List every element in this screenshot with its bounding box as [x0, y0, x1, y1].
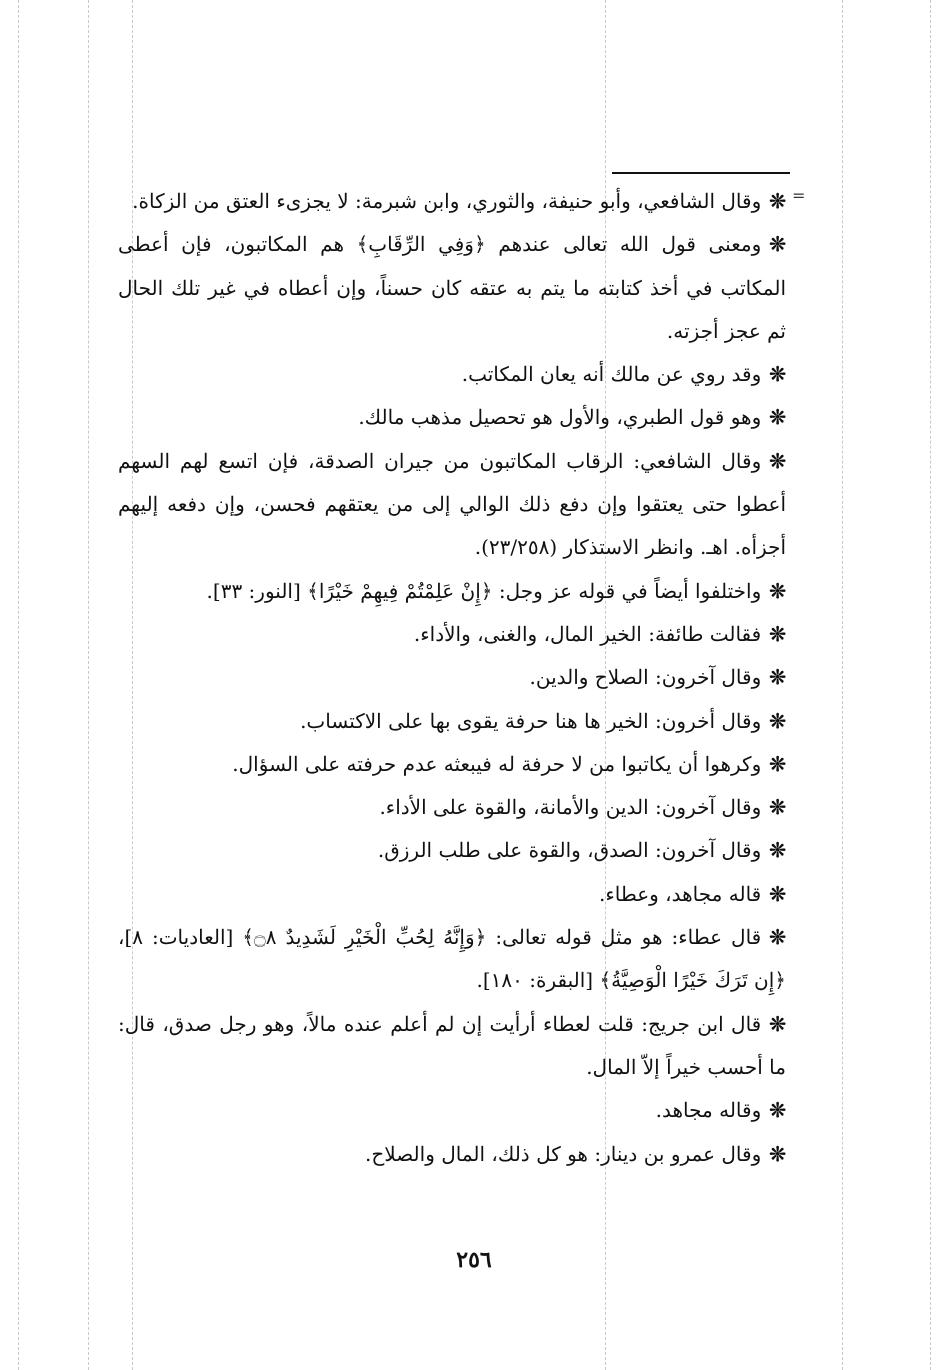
scan-artifact-line: [842, 0, 843, 1370]
footnote-paragraph: [118, 873, 786, 916]
scan-artifact-line: [18, 0, 19, 1370]
page-number: ٢٥٦: [456, 1247, 492, 1273]
footnote-paragraph: [118, 353, 786, 396]
footnote-paragraph: [118, 613, 786, 656]
paragraph-text: وقال آخرون: الصدق، والقوة على طلب الرزق.: [377, 838, 762, 863]
paragraph-text: فقالت طائفة: الخير المال، والغنى، والأداء.: [413, 621, 762, 646]
paragraph-text: وقال عمرو بن دينار: هو كل ذلك، المال والصلاح.: [365, 1141, 762, 1166]
footnote-paragraph: [118, 180, 786, 223]
scan-artifact-line: [88, 0, 89, 1370]
footnote-paragraph: [118, 1089, 786, 1132]
asterism-marker: ❊: [769, 751, 786, 776]
paragraph-text: وقد روي عن مالك أنه يعان المكاتب.: [461, 362, 762, 387]
footnote-paragraph: [118, 570, 786, 613]
paragraph-text: وقال آخرون: الدين والأمانة، والقوة على الأداء.: [379, 795, 762, 820]
asterism-marker: ❊: [769, 362, 786, 387]
asterism-marker: ❊: [769, 665, 786, 690]
footnote-paragraph: [118, 786, 786, 829]
footnote-paragraph: [118, 223, 786, 353]
paragraph-text: وهو قول الطبري، والأول هو تحصيل مذهب مالك.: [358, 405, 762, 430]
continuation-mark: =: [792, 186, 806, 205]
footnote-paragraph: [118, 1003, 786, 1090]
footnote-paragraph: [118, 743, 786, 786]
paragraph-text: وقال الشافعي: الرقاب المكاتبون من جيران الصدقة، فإن اتسع لهم السهم أعطوا حتى يعتقوا وإن دفع ذلك الوالي إلى من يعتقهم فحسن، وإن دفعه إليهم أجزأه. اهـ. وانظر الاستذكار (٢٣/٢٥٨).: [118, 448, 786, 560]
paragraph-text: وقال أخرون: الخير ها هنا حرفة يقوى بها على الاكتساب.: [300, 708, 762, 733]
footnote-paragraph: [118, 829, 786, 872]
asterism-marker: ❊: [769, 189, 786, 213]
footnote-paragraph: [118, 916, 786, 1003]
asterism-marker: ❊: [769, 708, 786, 733]
footnote-paragraph: [118, 1133, 786, 1176]
paragraph-text: قال ابن جريج: قلت لعطاء أرأيت إن لم أعلم عنده مالاً، وهو رجل صدق، قال: ما أحسب خيراً إلاّ المال.: [118, 1011, 786, 1079]
asterism-marker: ❊: [769, 405, 786, 430]
paragraph-text: وقاله مجاهد.: [655, 1098, 762, 1123]
asterism-marker: ❊: [769, 925, 787, 950]
asterism-marker: ❊: [769, 881, 786, 906]
paragraph-text: وقال آخرون: الصلاح والدين.: [529, 665, 762, 690]
footnote-separator-rule: [612, 172, 790, 174]
paragraph-text: وكرهوا أن يكاتبوا من لا حرفة له فيبعثه عدم حرفته على السؤال.: [232, 751, 762, 776]
footnote-paragraph: [118, 396, 786, 439]
paragraph-text: ومعنى قول الله تعالى عندهم ﴿وَفِي الرِّقَابِ﴾ هم المكاتبون، فإن أعطى المكاتب في أخذ كتابته ما يتم به عتقه كان حسناً، وإن أعطاه في غير تلك الحال ثم عجز أجزته.: [118, 232, 786, 343]
asterism-marker: ❊: [769, 448, 786, 473]
scan-artifact-line: [930, 0, 931, 1370]
asterism-marker: ❊: [769, 621, 786, 646]
asterism-marker: ❊: [769, 578, 786, 603]
asterism-marker: ❊: [769, 795, 786, 820]
footnote-text-column: [118, 180, 786, 1176]
footnote-paragraph: [118, 440, 786, 570]
asterism-marker: ❊: [769, 838, 786, 863]
asterism-marker: ❊: [769, 232, 786, 257]
footnote-paragraph: [118, 700, 786, 743]
paragraph-text: قال عطاء: هو مثل قوله تعالى: ﴿وَإِنَّهُ لِحُبِّ الْخَيْرِ لَشَدِيدٌ ۝٨﴾ [العاديات: ٨]، ﴿إِن تَرَكَ خَيْرًا الْوَصِيَّةُ﴾ [البقرة: ١٨٠].: [118, 925, 786, 993]
asterism-marker: ❊: [769, 1011, 786, 1036]
paragraph-text: وقال الشافعي، وأبو حنيفة، والثوري، وابن شبرمة: لا يجزىء العتق من الزكاة.: [132, 189, 762, 213]
footnote-paragraph: [118, 656, 786, 699]
paragraph-text: واختلفوا أيضاً في قوله عز وجل: ﴿إِنْ عَلِمْتُمْ فِيهِمْ خَيْرًا﴾ [النور: ٣٣].: [206, 578, 762, 603]
asterism-marker: ❊: [769, 1141, 786, 1166]
asterism-marker: ❊: [769, 1098, 786, 1123]
paragraph-text: قاله مجاهد، وعطاء.: [598, 881, 762, 906]
